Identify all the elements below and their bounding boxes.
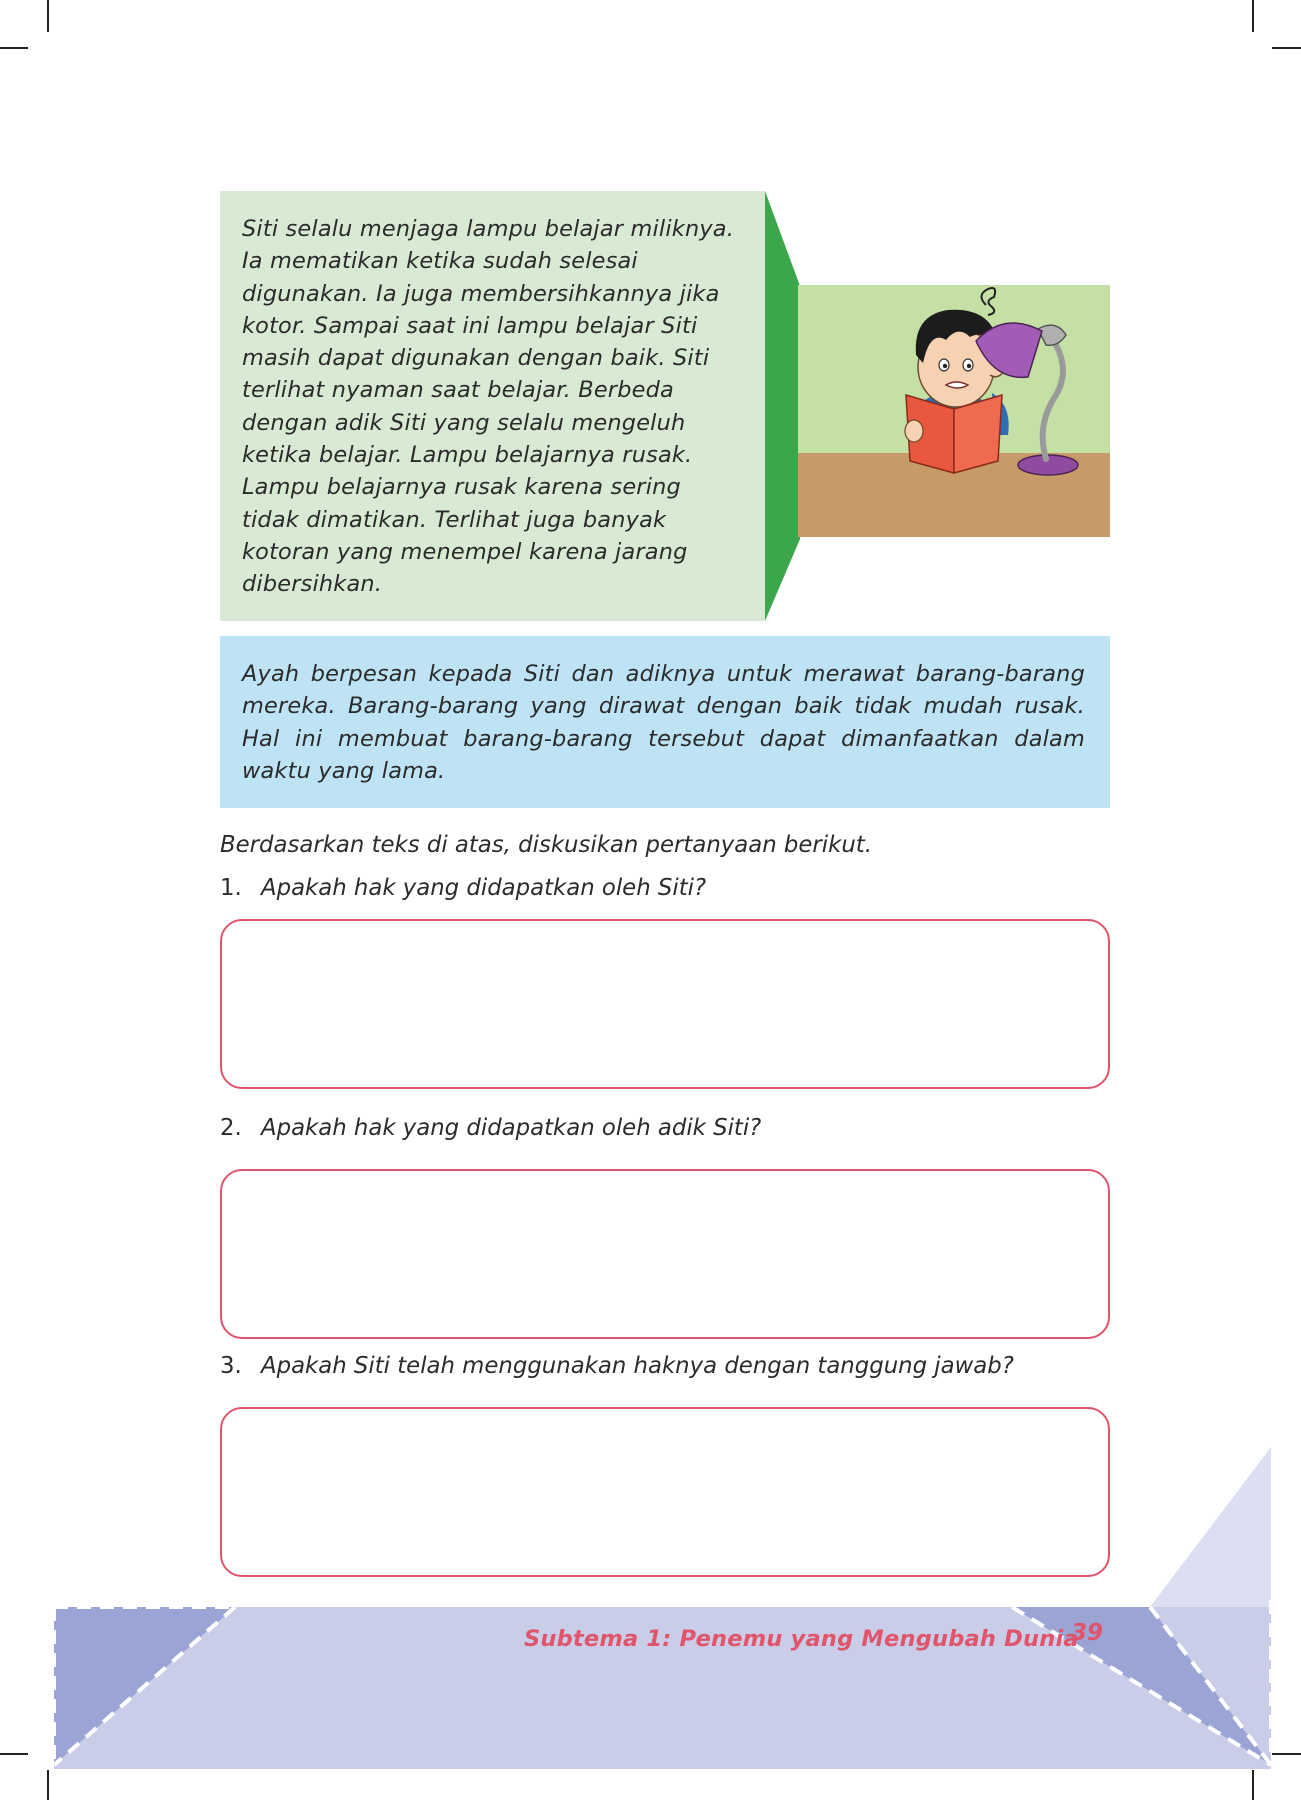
story-line: kotoran yang menempel karena jarang <box>242 538 688 565</box>
corner-triangle <box>1150 1447 1271 1607</box>
question-text: Apakah Siti telah menggunakan haknya dengan tanggung jawab? <box>261 1353 1014 1379</box>
story-line: Ia mematikan ketika sudah selesai <box>242 248 638 275</box>
question-text: Apakah hak yang didapatkan oleh adik Siti? <box>261 1115 762 1141</box>
question-text: Apakah hak yang didapatkan oleh Siti? <box>261 875 707 901</box>
question-number: 3. <box>220 1353 242 1379</box>
question-number: 2. <box>220 1115 242 1141</box>
story-line: ketika belajar. Lampu belajarnya rusak. <box>242 442 693 469</box>
message-text: Ayah berpesan kepada Siti dan adiknya untuk merawat barang-barang mereka. Barang-barang yang dirawat dengan baik tidak mudah rusak. Hal ini membuat barang-barang tersebut dapat dimanfaatkan dalam waktu yang lama. <box>242 661 1085 784</box>
instructions: Berdasarkan teks di atas, diskusikan pertanyaan berikut. <box>220 832 872 858</box>
story-line: tidak dimatikan. Terlihat juga banyak <box>242 506 667 533</box>
footer-subtheme: Subtema 1: Penemu yang Mengubah Dunia <box>524 1626 1079 1652</box>
story-line: kotor. Sampai saat ini lampu belajar Siti <box>242 312 698 339</box>
story-line: Siti selalu menjaga lampu belajar miliknya. <box>242 216 735 242</box>
story-line: Lampu belajarnya rusak karena sering <box>242 474 681 501</box>
question-number: 1. <box>220 875 242 901</box>
story-line: dengan adik Siti yang selalu mengeluh <box>242 409 686 436</box>
page-number: 39 <box>1071 1620 1104 1646</box>
story-line: digunakan. Ia juga membersihkannya jika <box>242 280 720 307</box>
story-line: masih dapat digunakan dengan baik. Siti <box>242 345 710 372</box>
story-line: dibersihkan. <box>242 571 383 598</box>
story-line: terlihat nyaman saat belajar. Berbeda <box>242 377 674 404</box>
